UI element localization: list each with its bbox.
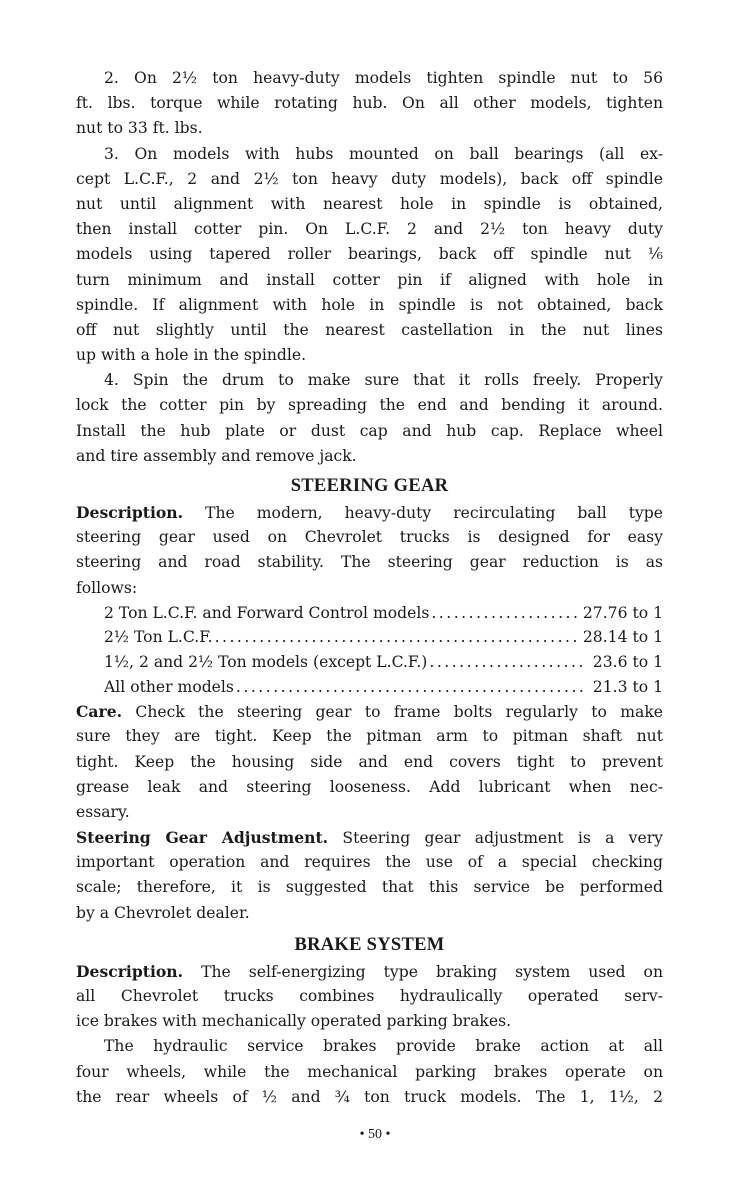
line-text: important operation and requires the use of a special checking — [76, 853, 663, 872]
text-line — [76, 1009, 663, 1034]
run-in-heading: Description. — [76, 961, 184, 981]
ratio-value: 27.76 to 1 — [582, 603, 663, 622]
text-line — [76, 368, 663, 393]
text-line — [76, 343, 663, 368]
text-line — [76, 500, 663, 525]
ratio-value: 21.3 to 1 — [592, 677, 663, 696]
steering-description — [76, 500, 663, 601]
line-text: turn minimum and install cotter pin if aligned with hole in — [76, 270, 663, 289]
line-text: The hydraulic service brakes provide brake action at all — [104, 1037, 663, 1056]
text-line — [76, 293, 663, 318]
text-line — [76, 775, 663, 800]
text-line — [76, 699, 663, 724]
text-line — [76, 825, 663, 850]
line-text: The modern, heavy-duty recirculating ball type — [183, 504, 663, 522]
ratio-row — [76, 675, 663, 700]
text-line — [76, 1034, 663, 1059]
text-line — [76, 192, 663, 217]
line-text: cept L.C.F., 2 and 2½ ton heavy duty models), back off spindle — [76, 169, 663, 188]
line-text: sure they are tight. Keep the pitman arm to pitman shaft nut — [76, 727, 663, 746]
line-text: the rear wheels of ½ and ¾ ton truck models. The 1, 1½, 2 — [76, 1087, 663, 1106]
line-text: by a Chevrolet dealer. — [76, 903, 250, 922]
line-text: 3. On models with hubs mounted on ball bearings (all ex- — [104, 144, 663, 163]
text-line — [76, 318, 663, 343]
steering-care — [76, 699, 663, 825]
text-line — [76, 576, 663, 601]
line-text: tight. Keep the housing side and end covers tight to prevent — [76, 752, 663, 771]
dot-leader — [431, 601, 577, 626]
text-line — [76, 242, 663, 267]
text-line — [76, 550, 663, 575]
line-text: grease leak and steering looseness. Add lubricant when nec- — [76, 777, 663, 796]
line-text: models using tapered roller bearings, back off spindle nut ⅙ — [76, 245, 663, 264]
dot-leader — [236, 675, 587, 700]
page-number: • 50 • — [359, 1127, 391, 1142]
line-text: and tire assembly and remove jack. — [76, 446, 357, 465]
steering-ratio-table — [76, 601, 663, 699]
text-line — [76, 142, 663, 167]
text-line — [76, 167, 663, 192]
text-line — [76, 91, 663, 116]
run-in-heading: Steering Gear Adjustment. — [76, 828, 329, 848]
ratio-row — [76, 625, 663, 650]
brake-description — [76, 959, 663, 1110]
line-text: four wheels, while the mechanical parking brakes operate on — [76, 1062, 663, 1081]
text-line — [76, 875, 663, 900]
ratio-model: All other models — [104, 677, 234, 696]
run-in-heading: Description. — [76, 503, 184, 522]
text-line — [76, 66, 663, 91]
line-text: nut to 33 ft. lbs. — [76, 119, 203, 138]
line-text: all Chevrolet trucks combines hydraulically operated serv- — [76, 987, 663, 1005]
line-text: Steering gear adjustment is a very — [328, 829, 663, 848]
line-text: up with a hole in the spindle. — [76, 346, 307, 365]
ratio-row — [76, 601, 663, 626]
text-line — [76, 444, 663, 469]
run-in-heading: Care. — [76, 702, 123, 722]
text-line — [76, 901, 663, 926]
text-line — [76, 850, 663, 875]
ratio-model: 1½, 2 and 2½ Ton models (except L.C.F.) — [104, 652, 428, 671]
line-text: follows: — [76, 578, 138, 597]
text-line — [76, 1085, 663, 1110]
text-line — [76, 984, 663, 1009]
text-line — [76, 959, 663, 984]
text-line — [76, 268, 663, 293]
steering-adjustment — [76, 825, 663, 926]
page-body — [76, 66, 663, 1110]
line-text: steering and road stability. The steering gear reduction is as — [76, 553, 663, 572]
ratio-row — [76, 650, 663, 675]
ratio-value: 23.6 to 1 — [592, 652, 663, 671]
line-text: spindle. If alignment with hole in spindle is not obtained, back — [76, 295, 663, 314]
wheel-bearing-steps — [76, 66, 663, 469]
text-line — [76, 217, 663, 242]
dot-leader — [429, 650, 586, 675]
line-text: lock the cotter pin by spreading the end and bending it around. — [76, 396, 663, 415]
text-line — [76, 750, 663, 775]
section-heading-brake-system: BRAKE SYSTEM — [294, 934, 445, 955]
line-text: nut until alignment with nearest hole in spindle is obtained, — [76, 194, 663, 213]
text-line — [76, 800, 663, 825]
line-text: off nut slightly until the nearest castellation in the nut lines — [76, 320, 663, 339]
line-text: Install the hub plate or dust cap and hub cap. Replace wheel — [76, 421, 663, 440]
line-text: ft. lbs. torque while rotating hub. On all other models, tighten — [76, 94, 663, 113]
text-line — [76, 116, 663, 141]
line-text: then install cotter pin. On L.C.F. 2 and 2½ ton heavy duty — [76, 220, 663, 239]
line-text: Check the steering gear to frame bolts regularly to make — [122, 703, 663, 722]
dot-leader — [215, 625, 577, 650]
text-line — [76, 724, 663, 749]
ratio-value: 28.14 to 1 — [582, 628, 663, 647]
line-text: 2. On 2½ ton heavy-duty models tighten spindle nut to 56 — [104, 69, 663, 87]
line-text: essary. — [76, 802, 130, 821]
ratio-model: 2 Ton L.C.F. and Forward Control models — [104, 603, 430, 622]
line-text: ice brakes with mechanically operated parking brakes. — [76, 1012, 512, 1031]
ratio-model: 2½ Ton L.C.F. — [104, 628, 213, 647]
line-text: scale; therefore, it is suggested that this service be performed — [76, 878, 663, 897]
text-line — [76, 419, 663, 444]
text-line — [76, 1060, 663, 1085]
text-line — [76, 525, 663, 550]
line-text: steering gear used on Chevrolet trucks is designed for easy — [76, 528, 663, 547]
line-text: The self-energizing type braking system used on — [183, 962, 663, 981]
text-line — [76, 393, 663, 418]
line-text: 4. Spin the drum to make sure that it rolls freely. Properly — [104, 371, 663, 390]
section-heading-steering-gear: STEERING GEAR — [290, 476, 449, 496]
